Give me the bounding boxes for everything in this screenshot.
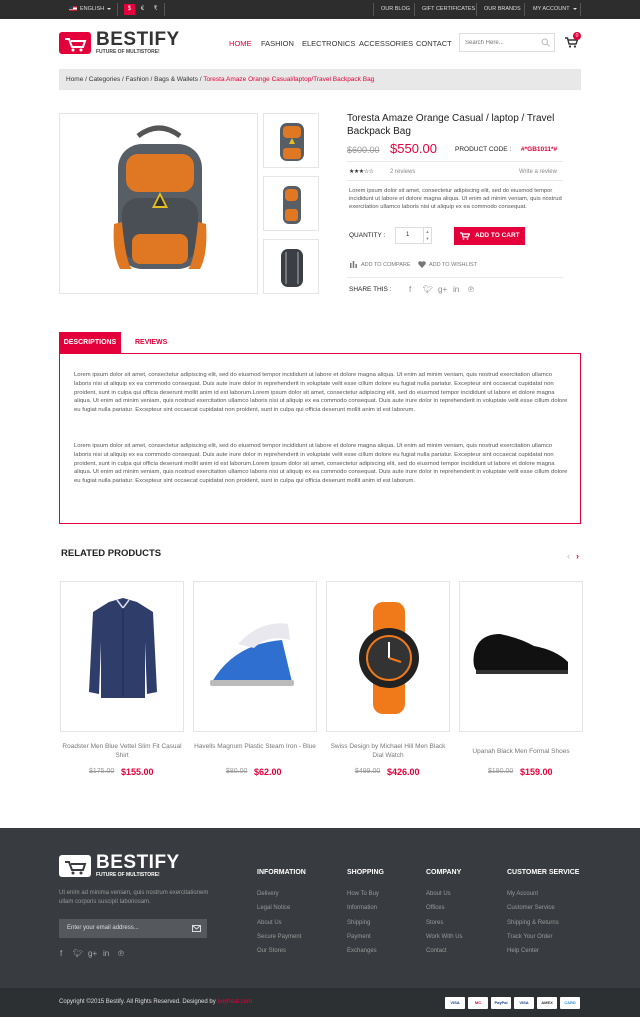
footer-link[interactable]: Legal Notice bbox=[257, 905, 291, 911]
footer-link[interactable]: Delivery bbox=[257, 891, 279, 897]
product-price: $62.00 bbox=[254, 767, 282, 777]
nav-electronics[interactable]: ELECTRONICS bbox=[302, 39, 356, 48]
footer-col-shopping-title: SHOPPING bbox=[347, 869, 384, 876]
us-flag-icon bbox=[69, 6, 77, 11]
footer-col-information-title: INFORMATION bbox=[257, 869, 306, 876]
shoe-image bbox=[460, 582, 584, 733]
currency-usd[interactable]: $ bbox=[124, 4, 135, 15]
google-plus-icon[interactable]: g+ bbox=[438, 285, 448, 294]
chevron-down-icon bbox=[573, 8, 577, 10]
pinterest-icon[interactable]: ℗ bbox=[118, 949, 124, 958]
linkedin-icon[interactable]: in bbox=[453, 285, 460, 294]
our-brands-link[interactable]: OUR BRANDS bbox=[484, 6, 521, 12]
currency-eur[interactable]: € bbox=[140, 6, 145, 12]
visa-icon: VISA bbox=[445, 997, 465, 1009]
product-card[interactable] bbox=[60, 581, 184, 732]
mastercard-icon: MC bbox=[468, 997, 488, 1009]
currency-inr[interactable]: ₹ bbox=[153, 6, 158, 12]
product-code: #*GB1011*# bbox=[521, 146, 558, 153]
nav-accessories[interactable]: ACCESSORIES bbox=[359, 39, 414, 48]
logo-icon[interactable] bbox=[59, 32, 91, 54]
add-to-compare-link[interactable]: ADD TO COMPARE bbox=[361, 262, 411, 268]
product-short-description: Lorem ipsum dolor sit amet, consectetur adipiscing elit, sed do eiusmod tempor incididunt ut labore et dolore magna aliqua. Ut enim ad minim veniam, quis nostrud exercitation ullamco laboris nisi ut aliquip ex ea commodo consequat. bbox=[349, 188, 562, 210]
product-name[interactable]: Upanah Black Men Formal Shoes bbox=[472, 748, 570, 755]
footer-link[interactable]: Contact bbox=[426, 948, 447, 954]
footer-col-company-title: COMPANY bbox=[426, 869, 462, 876]
pinterest-icon[interactable]: ℗ bbox=[468, 285, 474, 294]
heart-icon[interactable] bbox=[418, 261, 426, 268]
product-name[interactable]: Roadster Men Blue Vettel Slim Fit Casual Shirt bbox=[62, 743, 182, 759]
footer-link[interactable]: My Account bbox=[507, 891, 539, 897]
visa-electron-icon: VISA bbox=[514, 997, 534, 1009]
rating-stars: ★★★☆☆ bbox=[349, 169, 374, 175]
product-name[interactable]: Havells Magnum Plastic Steam Iron - Blue bbox=[194, 743, 316, 750]
write-review-link[interactable]: Write a review bbox=[519, 169, 557, 175]
product-card[interactable] bbox=[326, 581, 450, 732]
logo-tagline: FUTURE OF MULTISTORE! bbox=[96, 49, 160, 55]
copyright-text: Copyright ©2015 Bestify. All Rights Reserved. Designed by buyfreat.com bbox=[59, 999, 253, 1005]
twitter-icon[interactable]: 🐦︎ bbox=[73, 949, 84, 958]
chevron-down-icon bbox=[107, 8, 111, 10]
top-bar bbox=[0, 0, 640, 19]
gift-certificates-link[interactable]: GIFT CERTIFICATES bbox=[422, 6, 476, 12]
chevron-right-icon[interactable]: › bbox=[576, 551, 579, 561]
footer-link[interactable]: Customer Service bbox=[507, 905, 555, 911]
footer-link[interactable]: Shipping bbox=[347, 920, 371, 926]
facebook-icon[interactable]: f bbox=[409, 285, 412, 294]
product-code-label: PRODUCT CODE : bbox=[455, 146, 512, 153]
share-label: SHARE THIS : bbox=[349, 286, 392, 293]
steam-iron-image bbox=[194, 582, 318, 733]
language-selector[interactable]: ENGLISH bbox=[69, 0, 111, 19]
product-card[interactable] bbox=[193, 581, 317, 732]
our-blog-link[interactable]: OUR BLOG bbox=[381, 6, 411, 12]
google-plus-icon[interactable]: g+ bbox=[88, 949, 98, 958]
product-old-price: $600.00 bbox=[347, 145, 380, 155]
envelope-icon[interactable] bbox=[192, 925, 201, 932]
product-main-image[interactable] bbox=[59, 113, 258, 294]
product-title: Toresta Amaze Orange Casual / laptop / Travel Backpack Bag bbox=[347, 113, 555, 137]
footer-link[interactable]: How To Buy bbox=[347, 891, 379, 897]
product-old-price: $175.00 bbox=[89, 768, 115, 775]
search-icon[interactable] bbox=[541, 38, 550, 47]
linkedin-icon[interactable]: in bbox=[103, 949, 110, 958]
logo-text[interactable]: BESTIFY bbox=[96, 29, 180, 50]
footer-link[interactable]: Help Center bbox=[507, 948, 540, 954]
footer-link[interactable]: Work With Us bbox=[426, 934, 463, 940]
footer-logo-icon[interactable] bbox=[59, 855, 91, 877]
footer-link[interactable]: Payment bbox=[347, 934, 371, 940]
nav-home[interactable]: HOME bbox=[229, 39, 252, 48]
footer-link[interactable]: Secure Payment bbox=[257, 934, 302, 940]
footer-link[interactable]: Information bbox=[347, 905, 378, 911]
footer-link[interactable]: Offices bbox=[426, 905, 445, 911]
product-old-price: $190.00 bbox=[488, 768, 514, 775]
newsletter-email-input[interactable]: Enter your email address... bbox=[59, 919, 207, 938]
quantity-stepper[interactable]: 1 ▲ ▼ bbox=[395, 227, 432, 244]
footer-link[interactable]: Stores bbox=[426, 920, 444, 926]
footer-about-text: Ut enim ad minima veniam, quis nostrum exercitationem ullam corporis suscipit laboriosam. bbox=[59, 890, 209, 905]
tab-descriptions[interactable]: DESCRIPTIONS bbox=[59, 332, 121, 353]
cart-icon bbox=[460, 232, 470, 240]
product-card[interactable] bbox=[459, 581, 583, 732]
tab-reviews[interactable]: REVIEWS bbox=[135, 339, 168, 346]
description-paragraph-2: Lorem ipsum dolor sit amet, consectetur adipiscing elit, sed do eiusmod tempor incididunt ut labore et dolore magna aliqua. Ut enim ad minim veniam, quis nostrud exercitation ullamco laboris nisi ut aliquip ex ea commodo consequat. Duis aute irure dolor in reprehenderit in voluptate velit esse cillum dolore eu fugiat nulla pariatur. Excepteur sint occaecat cupidatat non proident, sunt in culpa qui officia deserunt mollit anim id est laborum.Lorem ipsum dolor sit amet, consectetur adipiscing elit, sed do eiusmod tempor incididunt ut labore et dolore magna aliqua. Ut enim ad minim veniam, quis nostrud exercitation ullamco laboris nisi ut aliquip ex ea commodo consequat. Duis aute irure dolor in reprehenderit in voluptate velit esse cillum dolore eu fugiat nulla pariatur. Excepteur sint occaecat cupidatat non proident, sunt in culpa qui officia deserunt mollit anim id est laborum. bbox=[74, 443, 568, 485]
footer-link[interactable]: Shipping & Returns bbox=[507, 920, 559, 926]
footer-col-customer-service-title: CUSTOMER SERVICE bbox=[507, 869, 580, 876]
product-old-price: $80.00 bbox=[226, 768, 248, 775]
product-price: $155.00 bbox=[121, 767, 154, 777]
watch-image bbox=[327, 582, 451, 733]
description-paragraph-1: Lorem ipsum dolor sit amet, consectetur adipiscing elit, sed do eiusmod tempor incididunt ut labore et dolore magna aliqua. Ut enim ad minim veniam, quis nostrud exercitation ullamco laboris nisi ut aliquip ex ea commodo consequat. Duis aute irure dolor in reprehenderit in voluptate velit esse cillum dolore eu fugiat nulla pariatur. Excepteur sint occaecat cupidatat non proident, sunt in culpa qui officia deserunt mollit anim id est laborum.Lorem ipsum dolor sit amet, consectetur adipiscing elit, sed do eiusmod tempor incididunt ut labore et dolore magna aliqua. Ut enim ad minim veniam, quis nostrud exercitation ullamco laboris nisi ut aliquip ex ea commodo consequat. Duis aute irure dolor in reprehenderit in voluptate velit esse cillum dolore eu fugiat nulla pariatur. Excepteur sint occaecat cupidatat non proident, sunt in culpa qui officia deserunt mollit anim id est laborum. bbox=[74, 372, 568, 414]
my-account-dropdown[interactable]: MY ACCOUNT bbox=[533, 0, 577, 19]
card-icon: CARD bbox=[560, 997, 580, 1009]
product-price: $159.00 bbox=[520, 767, 553, 777]
reviews-count-link[interactable]: 2 reviews bbox=[390, 169, 416, 175]
breadcrumb-path[interactable]: Home / Categories / Fashion / Bags & Wallets / bbox=[66, 76, 204, 83]
footer-link[interactable]: About Us bbox=[257, 920, 282, 926]
chevron-left-icon[interactable]: ‹ bbox=[567, 551, 570, 561]
footer-logo-tagline: FUTURE OF MULTISTORE! bbox=[96, 872, 160, 878]
footer-logo-text[interactable]: BESTIFY bbox=[96, 852, 180, 873]
quantity-label: QUANTITY : bbox=[349, 232, 386, 239]
product-thumbnail-side[interactable] bbox=[263, 176, 319, 231]
amex-icon: AMEX bbox=[537, 997, 557, 1009]
product-old-price: $499.00 bbox=[355, 768, 381, 775]
add-to-cart-button[interactable]: ADD TO CART bbox=[454, 227, 525, 245]
twitter-icon[interactable]: 🐦︎ bbox=[423, 285, 434, 294]
product-name[interactable]: Swiss Design by Michael Hill Men Black Dial Watch bbox=[330, 743, 446, 759]
breadcrumb-current: Toresta Amaze Orange Casual/laptop/Travel Backpack Bag bbox=[203, 76, 375, 83]
product-thumbnail-front[interactable] bbox=[263, 113, 319, 168]
related-products-title: RELATED PRODUCTS bbox=[61, 548, 162, 559]
product-price: $550.00 bbox=[390, 141, 437, 156]
nav-contact[interactable]: CONTACT bbox=[416, 39, 452, 48]
breadcrumb bbox=[59, 69, 581, 90]
product-thumbnail-back[interactable] bbox=[263, 239, 319, 294]
footer-link[interactable]: About Us bbox=[426, 891, 451, 897]
quantity-spin-buttons[interactable]: ▲ ▼ bbox=[423, 228, 431, 243]
paypal-icon: PayPal bbox=[491, 997, 511, 1009]
nav-fashion[interactable]: FASHION bbox=[261, 39, 294, 48]
cart-count-badge: 0 bbox=[573, 32, 581, 40]
designer-link[interactable]: buyfreat.com bbox=[217, 999, 253, 1005]
add-to-wishlist-link[interactable]: ADD TO WISHLIST bbox=[429, 262, 478, 268]
shirt-image bbox=[61, 582, 185, 733]
footer-link[interactable]: Track Your Order bbox=[507, 934, 553, 940]
facebook-icon[interactable]: f bbox=[60, 949, 63, 958]
compare-icon[interactable] bbox=[350, 261, 357, 268]
product-price: $426.00 bbox=[387, 767, 420, 777]
footer-link[interactable]: Exchanges bbox=[347, 948, 377, 954]
footer-link[interactable]: Our Stores bbox=[257, 948, 287, 954]
